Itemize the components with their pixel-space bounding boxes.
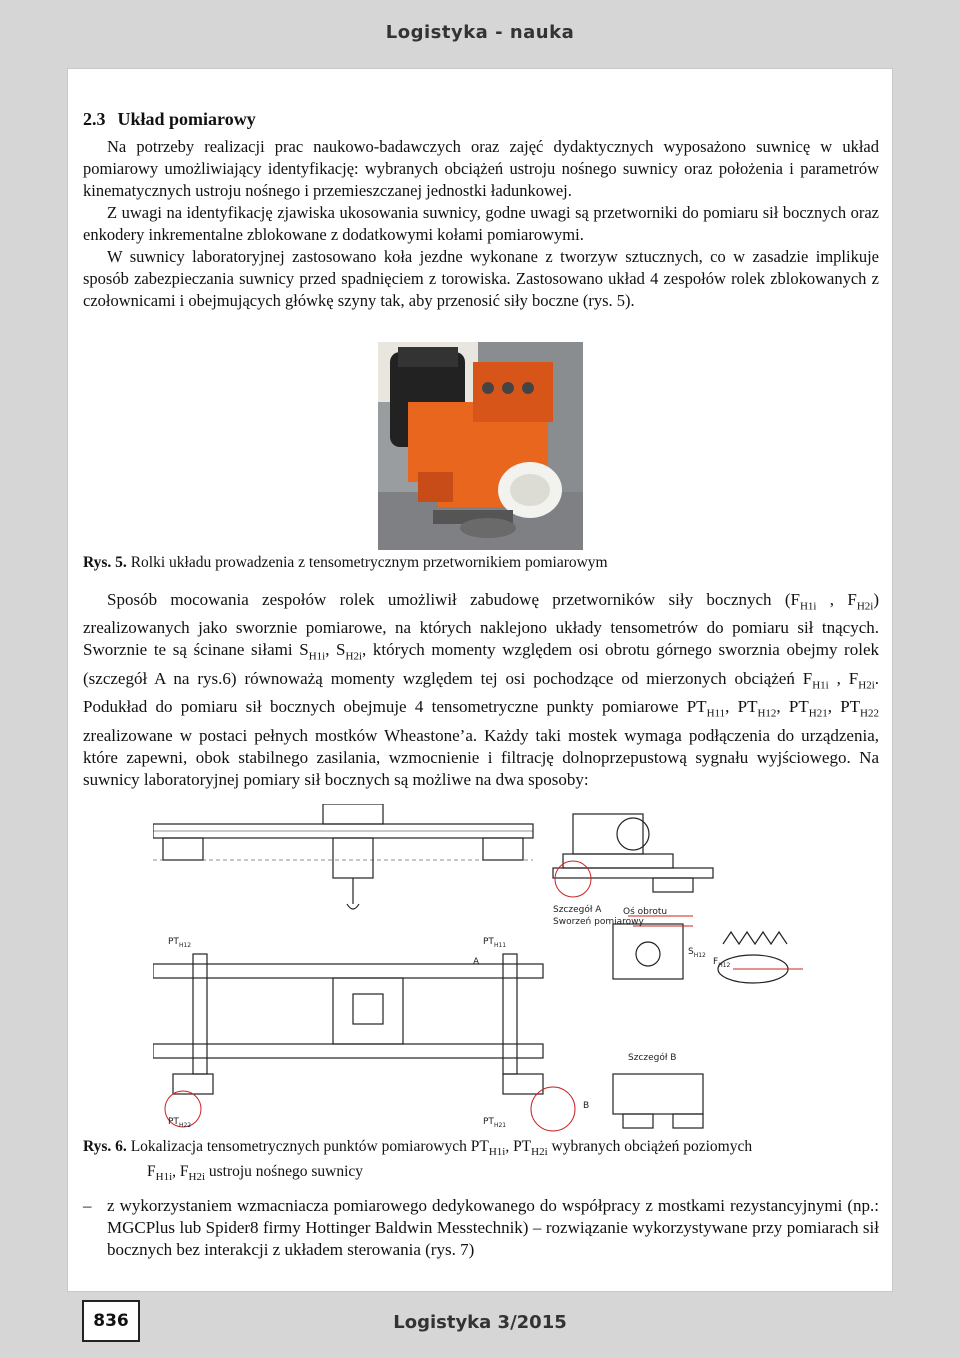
- section-title: Układ pomiarowy: [117, 109, 256, 129]
- section-content: [83, 109, 879, 312]
- para4-seg: , S: [325, 640, 346, 660]
- figure-5-label: Rys. 5.: [83, 554, 127, 571]
- fig6-caption-seg: Lokalizacja tensometrycznych punktów pomiarowych PT: [130, 1138, 489, 1155]
- para4-seg: , PT: [776, 697, 809, 717]
- para4-seg: Sposób mocowania zespołów rolek umożliwił zabudowę przetworników siły bocznych (F: [107, 590, 800, 609]
- para4-sub: H2i: [858, 679, 875, 692]
- running-footer: Logistyka 3/2015: [393, 1312, 567, 1333]
- label-b: B: [583, 1101, 590, 1111]
- figure-5-caption-text: Rolki układu prowadzenia z tensometrycznym przetwornikiem pomiarowym: [130, 554, 608, 571]
- label-a: A: [473, 957, 480, 967]
- pt-label-bottom-right: $PT_{H21}$: [483, 1117, 507, 1129]
- fig6-caption-sub: H2i: [531, 1146, 548, 1159]
- paragraph-4: [83, 589, 879, 791]
- paragraph-2: Z uwagi na identyfikację zjawiska ukosowania suwnicy, godne uwagi są przetworniki do pomiaru sił bocznych oraz enkodery inkrementalne zblokowane z dodatkowymi kołami pomiarowymi.: [83, 203, 879, 244]
- paragraph-3: [83, 246, 879, 312]
- list-item: [83, 1195, 879, 1261]
- f-label: $F_{H12}$: [713, 957, 731, 969]
- figure-5-photo: [378, 342, 583, 550]
- para4-seg: , PT: [827, 697, 861, 717]
- para4-seg: , F: [816, 590, 857, 609]
- para4-seg: , których momenty względem osi obrotu górnego sworznia obejmy rolek (szczegół A na rys.6) równoważą momenty względem tej osi pochodzące od mierzonych obciążeń F: [83, 640, 879, 688]
- bullet-dash: –: [83, 1196, 92, 1215]
- para4-sub: H12: [757, 707, 777, 720]
- fig6-caption-seg: , PT: [505, 1138, 532, 1155]
- para4-sub: H1i: [308, 650, 326, 663]
- page-number: 836: [82, 1300, 140, 1342]
- paragraph-3-part-b: Zastosowano układ 4 zespołów rolek zblokowanych z czołownicami i obejmujących główkę szyny tak, aby przenosić siły boczne (rys. 5).: [83, 269, 879, 310]
- para4-sub: H11: [706, 707, 726, 720]
- fig6-caption-seg: , F: [172, 1163, 189, 1181]
- fig6-caption-seg: wybranych obciążeń poziomych: [547, 1138, 753, 1155]
- fig6-caption-sub: H1i: [155, 1171, 173, 1184]
- page-panel: [67, 68, 893, 1292]
- fig6-caption-sub: H1i: [488, 1146, 506, 1159]
- para4-sub: H21: [808, 707, 828, 720]
- para4-seg: ) zrealizowanych jako sworznie pomiarowe, na których naklejono układy tensometrów do pomiaru sił tnących. Sworznie te są ścinane siłami S: [83, 590, 879, 660]
- pt-label-bottom-left: $PT_{H22}$: [168, 1117, 192, 1129]
- para4-sub: H1i: [799, 600, 817, 613]
- axis-label: Oś obrotu: [623, 907, 668, 917]
- para4-sub: H22: [860, 707, 879, 720]
- pt-label-top-right: $PT_{H11}$: [483, 937, 507, 949]
- figure-5-caption: [83, 553, 879, 573]
- bullet-text: z wykorzystaniem wzmacniacza pomiarowego dedykowanego do współpracy z mostkami rezystancyjnymi (np.: MGCPlus lub Spider8 firmy Hottinger Baldwin Messtechnik) – rozwiązanie wykorzystywane przy pomiarach sił bocznych bez interakcji z układem sterowania (rys. 7): [107, 1196, 879, 1259]
- section-heading: [83, 109, 879, 130]
- para4-seg: . Podukład do pomiaru sił bocznych obejmuje 4 tensometryczne punkty pomiarowe PT: [83, 668, 879, 717]
- fig6-caption-seg: F: [147, 1163, 156, 1181]
- para4-seg: , F: [828, 668, 859, 688]
- figure-6-label: Rys. 6.: [83, 1138, 127, 1155]
- figure-6-caption: [83, 1137, 879, 1187]
- para4-seg: , PT: [725, 697, 758, 717]
- figure-6-drawing: [153, 804, 853, 1134]
- detail-a-text: Szczegół A: [553, 905, 602, 915]
- fig6-caption-seg: ustroju nośnego suwnicy: [205, 1163, 364, 1181]
- s-label: $S_{H12}$: [688, 947, 706, 959]
- para4-seg: zrealizowane w postaci pełnych mostków Wheastone’a. Każdy taki mostek wymaga podłączenia do urządzenia, które zapewni, obok stabilnego zasilania, wzmocnienie i filtrację dolnoprzepustową sygnału wyjściowego. Na suwnicy laboratoryjnej pomiary sił bocznych są możliwe na dwa sposoby:: [83, 725, 879, 789]
- running-header: Logistyka - nauka: [385, 22, 575, 43]
- paragraph-3-part-a: W suwnicy laboratoryjnej zastosowano koła jezdne wykonane z tworzyw sztucznych, co w zasadzie implikuje sposób zabezpieczania suwnicy przed spadnięciem z torowiska.: [83, 247, 879, 288]
- section-number: 2.3: [83, 109, 106, 129]
- para4-sub: H1i: [812, 679, 829, 692]
- paragraph-4-text: [83, 589, 879, 791]
- para4-sub: H2i: [856, 600, 874, 613]
- pin-label: Sworzeń pomiarowy: [553, 917, 644, 927]
- fig6-caption-sub: H2i: [188, 1171, 205, 1184]
- pt-label-top-left: $PT_{H12}$: [168, 937, 192, 949]
- paragraph-1: Na potrzeby realizacji prac naukowo-badawczych oraz zajęć dydaktycznych wyposażono suwnicę w układ pomiarowy umożliwiający identyfikację: wybranych obciążeń ustroju nośnego suwnicy oraz położenia i parametrów kinematycznych ustroju nośnego i przemieszczanej jednostki ładunkowej.: [83, 137, 879, 200]
- detail-b-text: Szczegół B: [628, 1053, 677, 1063]
- para4-sub: H2i: [345, 650, 363, 663]
